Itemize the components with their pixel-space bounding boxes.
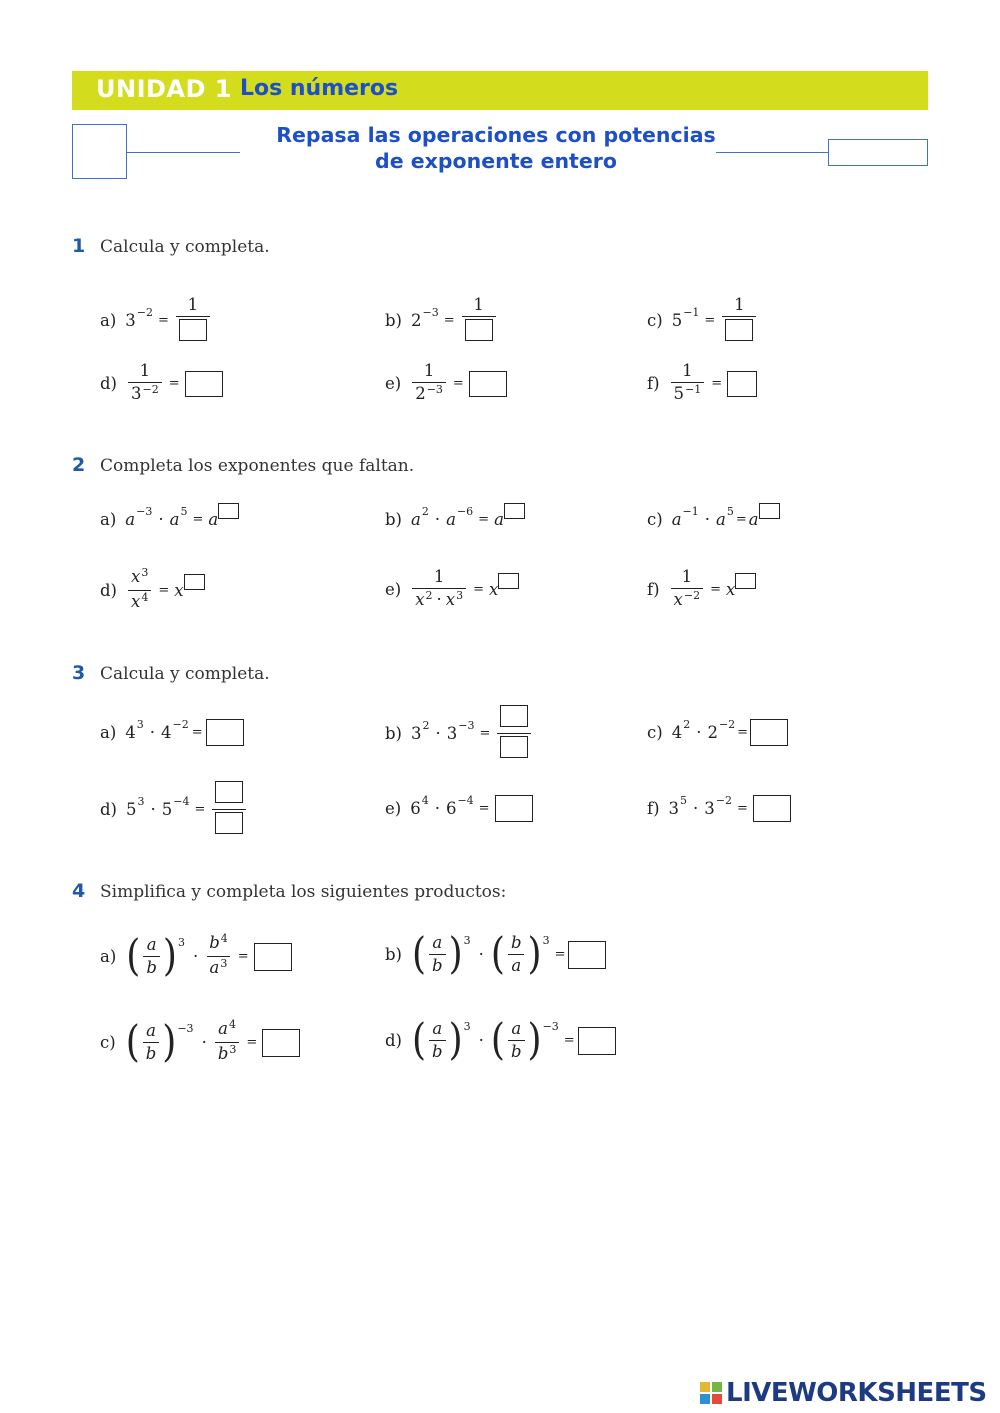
q4-number: 4 bbox=[72, 880, 86, 902]
q1f-answer-box[interactable] bbox=[727, 371, 757, 397]
logo-text: LIVEWORKSHEETS bbox=[726, 1378, 987, 1408]
q4-instruction: Simplifica y completa los siguientes productos: bbox=[100, 882, 507, 902]
q3-item-b: b) 3 2 · 3 −3 = bbox=[385, 705, 533, 762]
q1-item-d: d) $\frac{1}{3^{-2}}$ = bbox=[100, 362, 223, 405]
q1b-answer-box[interactable] bbox=[465, 319, 493, 341]
q1-instruction: Calcula y completa. bbox=[100, 237, 270, 257]
unit-number: UNIDAD 1 bbox=[96, 75, 232, 103]
q3d-denominator-box[interactable] bbox=[215, 812, 243, 834]
q3a-answer-box[interactable] bbox=[206, 719, 244, 746]
q1e-answer-box[interactable] bbox=[469, 371, 507, 397]
q1-number: 1 bbox=[72, 235, 86, 257]
q2-item-f: f) $\frac{1}{x^{-2}}$ = x bbox=[647, 568, 756, 611]
q1-item-e: e) $\frac{1}{2^{-3}}$ = bbox=[385, 362, 507, 405]
q2d-exponent-box[interactable] bbox=[184, 574, 205, 590]
q3-item-f: f) 3 5 · 3 −2 = bbox=[647, 795, 791, 822]
q3-number: 3 bbox=[72, 662, 86, 684]
q1-item-a: a) 3 −2 = 1 bbox=[100, 296, 212, 345]
unit-topic: Los números bbox=[240, 76, 399, 101]
q3-instruction: Calcula y completa. bbox=[100, 664, 270, 684]
q3d-numerator-box[interactable] bbox=[215, 781, 243, 803]
q2-item-a: a) a −3 · a 5 = a bbox=[100, 510, 239, 529]
q3-item-c: c) 4 2 · 2 −2 = bbox=[647, 719, 788, 746]
q2-number: 2 bbox=[72, 454, 86, 476]
q1-item-c: c) 5 −1 = 1 bbox=[647, 296, 758, 345]
liveworksheets-logo bbox=[700, 1378, 987, 1408]
header-right-box bbox=[828, 139, 928, 166]
q1-item-b: b) 2 −3 = 1 bbox=[385, 296, 498, 345]
q3f-answer-box[interactable] bbox=[753, 795, 791, 822]
q3-item-e: e) 6 4 · 6 −4 = bbox=[385, 795, 533, 822]
q4-item-b: b) ( $\frac{a}{b}$ ) 3 · ( $\frac{b}{a}$ ) 3 = bbox=[385, 934, 606, 975]
q2-item-d: d) $\frac{x^3}{x^4}$ = x bbox=[100, 568, 205, 613]
q4-item-a: a) ( $\frac{a}{b}$ ) 3 · $\frac{b^4}{a^3}$ = bbox=[100, 934, 292, 979]
q4-item-c: c) ( $\frac{a}{b}$ ) −3 · $\frac{a^4}{b^3}$ = bbox=[100, 1020, 300, 1065]
q2-instruction: Completa los exponentes que faltan. bbox=[100, 456, 415, 476]
q3-item-a: a) 4 3 · 4 −2 = bbox=[100, 719, 244, 746]
unit-banner bbox=[72, 71, 928, 110]
logo-mark-icon bbox=[700, 1382, 722, 1404]
q3b-denominator-box[interactable] bbox=[500, 736, 528, 758]
q2c-exponent-box[interactable] bbox=[759, 503, 780, 519]
q2-item-c: c) a −1 · a 5 = a bbox=[647, 510, 780, 529]
q2b-exponent-box[interactable] bbox=[504, 503, 525, 519]
subtitle-line-2: de exponente entero bbox=[375, 149, 617, 173]
q4b-answer-box[interactable] bbox=[568, 941, 606, 969]
page-subtitle bbox=[240, 122, 752, 174]
q4-item-d: d) ( $\frac{a}{b}$ ) 3 · ( $\frac{a}{b}$ ) −3 = bbox=[385, 1020, 616, 1061]
q1d-answer-box[interactable] bbox=[185, 371, 223, 397]
header-left-line bbox=[127, 152, 240, 153]
q3c-answer-box[interactable] bbox=[750, 719, 788, 746]
q1c-answer-box[interactable] bbox=[725, 319, 753, 341]
q4d-answer-box[interactable] bbox=[578, 1027, 616, 1055]
q3e-answer-box[interactable] bbox=[495, 795, 533, 822]
subtitle-line-1: Repasa las operaciones con potencias bbox=[276, 123, 716, 147]
q2-item-b: b) a 2 · a −6 = a bbox=[385, 510, 525, 529]
q2e-exponent-box[interactable] bbox=[498, 573, 519, 589]
q2a-exponent-box[interactable] bbox=[218, 503, 239, 519]
q4c-answer-box[interactable] bbox=[262, 1029, 300, 1057]
header-right-line bbox=[716, 152, 828, 153]
q2-item-e: e) $\frac{1}{x^2 \cdot x^3}$ = x bbox=[385, 568, 519, 611]
q2f-exponent-box[interactable] bbox=[735, 573, 756, 589]
q3-item-d: d) 5 3 · 5 −4 = bbox=[100, 781, 248, 838]
header-left-box bbox=[72, 124, 127, 179]
q1-item-f: f) $\frac{1}{5^{-1}}$ = bbox=[647, 362, 757, 405]
q3b-numerator-box[interactable] bbox=[500, 705, 528, 727]
q4a-answer-box[interactable] bbox=[254, 943, 292, 971]
q1a-answer-box[interactable] bbox=[179, 319, 207, 341]
